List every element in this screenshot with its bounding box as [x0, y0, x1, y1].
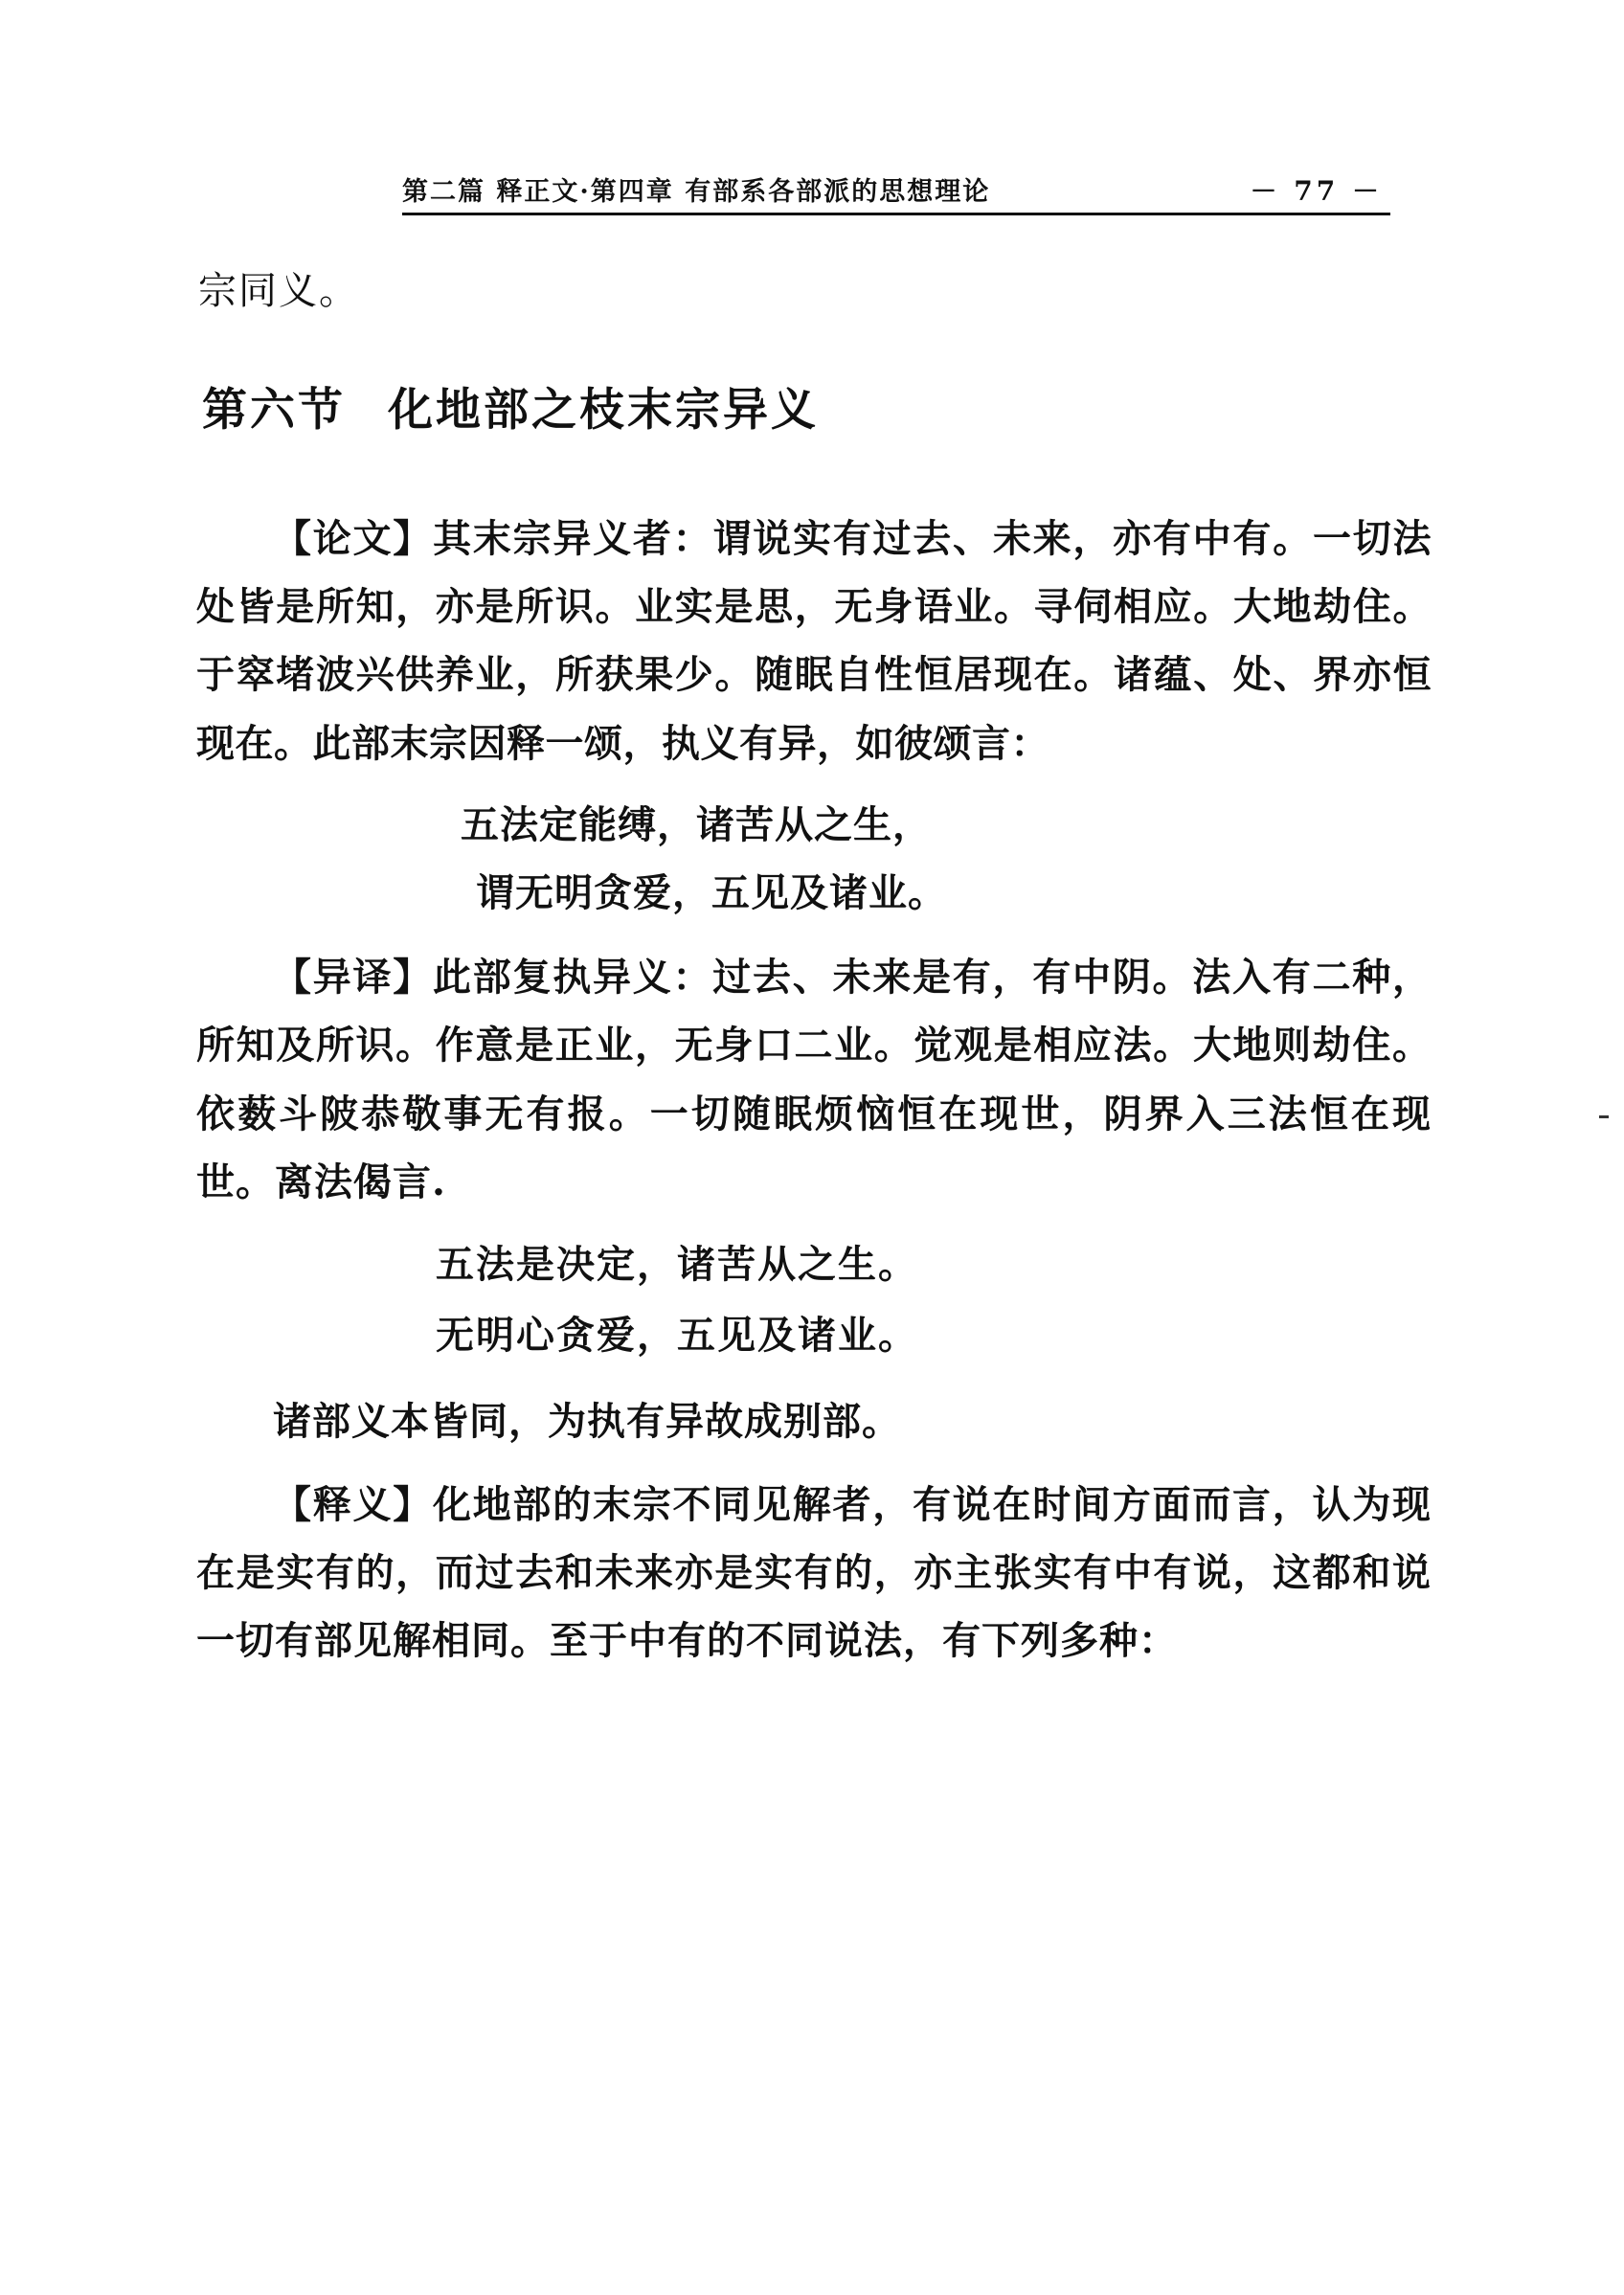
verse-line: 五法定能缚，诸苦从之生， [461, 802, 932, 847]
spacer [196, 1372, 1432, 1387]
verse-line: 谓无明贪爱，五见及诸业。 [476, 870, 947, 915]
section-number: 第六节 [202, 384, 346, 437]
paragraph-yiyi: 【异译】此部复执异义：过去、未来是有，有中阴。法入有二种，所知及所识。作意是正业，无身口二业。觉观是相应法。大地则劫住。依薮斗陂恭敬事无有报。一切随眠烦恼恒在现世，阴界入三法恒在现世。离法偈言. [196, 955, 1432, 1204]
page-content [196, 260, 1432, 1675]
section-heading [196, 374, 1432, 439]
margin-tick [1599, 1115, 1609, 1118]
spacer [196, 1455, 1432, 1471]
paragraph-shiyi: 【释义】化地部的末宗不同见解者，有说在时间方面而言，认为现在是实有的，而过去和未来亦是实有的，亦主张实有中有说，这都和说一切有部见解相同。至于中有的不同说法，有下列多种： [196, 1481, 1432, 1664]
section-title: 化地部之枝末宗异义 [388, 384, 819, 437]
verse-serif [196, 1229, 1432, 1372]
running-head-title: 第二篇 释正文·第四章 有部系各部派的思想理论 [402, 177, 991, 207]
continuation-line: 宗同义。 [198, 269, 359, 313]
verse-bold [196, 792, 1432, 928]
paragraph-zhubu: 诸部义本皆同，为执有异故成别部。 [273, 1398, 901, 1444]
header-rule [402, 213, 1390, 215]
running-head [402, 170, 1388, 209]
spacer [196, 928, 1432, 943]
paragraph-lunwen: 【论文】其末宗异义者：谓说实有过去、未来，亦有中有。一切法处皆是所知，亦是所识。业实是思，无身语业。寻伺相应。大地劫住。于窣堵波兴供养业，所获果少。随眠自性恒居现在。诸蕴、处、界亦恒现在。此部末宗因释一颂，执义有异，如彼颂言： [196, 517, 1432, 766]
verse-line: 五法是决定，诸苦从之生。 [436, 1241, 918, 1287]
page-number: － 77 － [1250, 175, 1383, 207]
verse-line: 无明心贪爱，五见及诸业。 [436, 1313, 918, 1359]
